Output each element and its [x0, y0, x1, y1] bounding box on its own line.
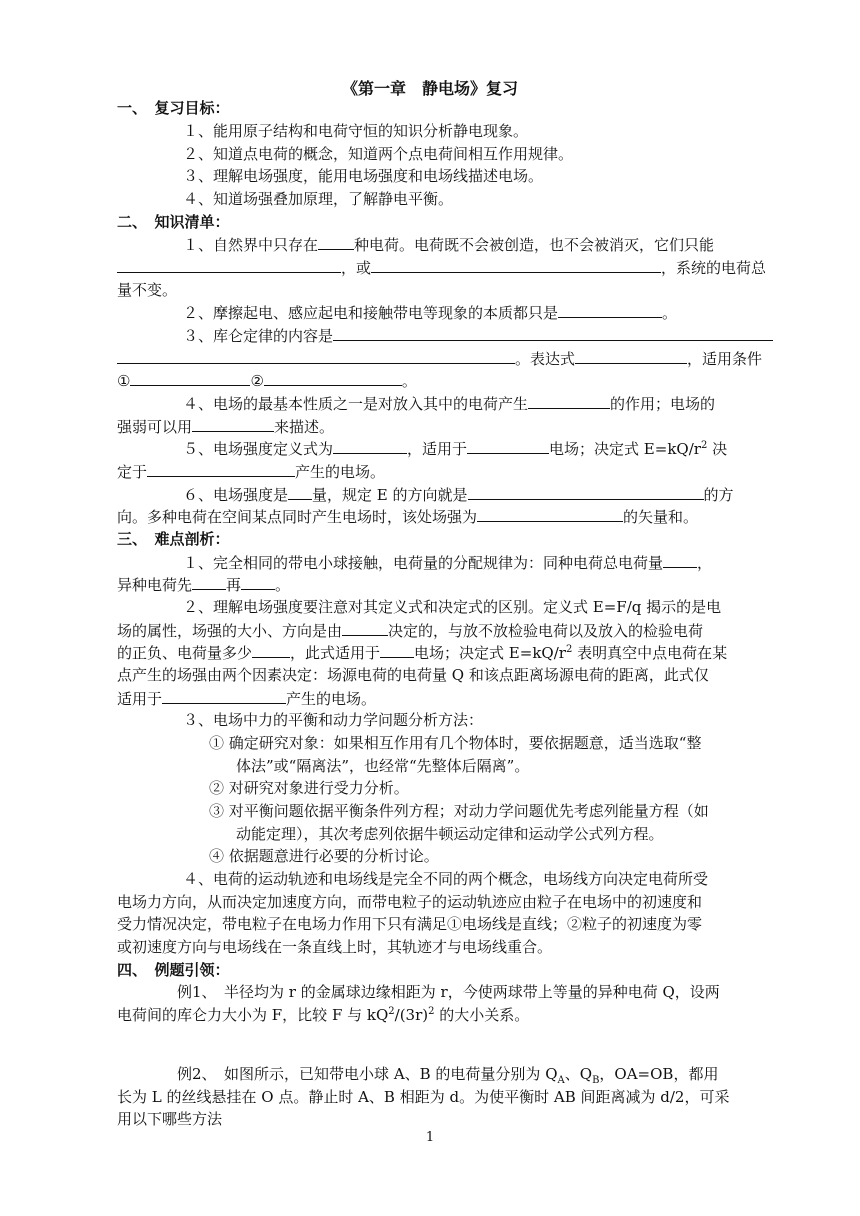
text: 。表达式 [515, 350, 576, 368]
text: 。 [401, 372, 417, 390]
knowledge-item-5-cont [117, 461, 797, 482]
knowledge-item-1-cont [117, 257, 797, 278]
text: 的方 [703, 486, 734, 504]
method-step-3 [209, 801, 797, 821]
section-heading-goals: 一、 复习目标： [117, 99, 230, 117]
text: 场的属性，场强的大小、方向是由 [117, 622, 343, 640]
step-number: ② [209, 779, 225, 797]
fill-blank[interactable] [288, 484, 312, 500]
subscript: B [592, 1075, 600, 1086]
text: ３、库仑定律的内容是 [183, 327, 334, 345]
fill-blank[interactable] [318, 234, 354, 250]
text: 适用于 [117, 690, 163, 708]
fill-blank[interactable] [380, 642, 414, 658]
fill-blank[interactable] [264, 370, 402, 386]
text: 异种电荷先 [117, 576, 193, 594]
text: １、完全相同的带电小球接触，电荷量的分配规律为：同种电荷总电荷量 [183, 554, 664, 572]
fill-blank[interactable] [575, 348, 687, 364]
text: 向。多种电荷在空间某点同时产生电场时，该处场强为 [117, 508, 478, 526]
step-number: ① [209, 734, 225, 752]
superscript: 2 [565, 644, 573, 655]
knowledge-item-6 [117, 484, 797, 505]
text: ，OA=OB，都用 [599, 1065, 719, 1083]
fill-blank[interactable] [333, 325, 773, 341]
knowledge-item-1-end: 量不变。 [117, 281, 178, 299]
fill-blank[interactable] [371, 257, 661, 273]
section-heading-examples: 四、 例题引领： [117, 961, 230, 979]
text: 对平衡问题依据平衡条件列方程；对动力学问题优先考虑列能量方程（如 [228, 802, 709, 820]
text: 的大小关系。 [434, 1006, 530, 1024]
section-heading-knowledge: 二、 知识清单： [117, 213, 230, 231]
difficulty-item-2-l4: 点产生的场强由两个因素决定：场源电荷的电荷量 Q 和该点距离场源电荷的距离，此式仅 [117, 666, 709, 684]
text: ２、摩擦起电、感应起电和接触带电等现象的本质都只是 [183, 304, 559, 322]
fill-blank[interactable] [342, 620, 388, 636]
difficulty-item-4-l2: 电场力方向，从而决定加速度方向，而带电粒子的运动轨迹应由粒子在电场中的初速度和 [117, 893, 703, 911]
difficulty-item-2-l5 [117, 688, 797, 709]
text: 电场；决定式 E=kQ/r [414, 644, 566, 662]
example-2-l3: 用以下哪些方法 [117, 1110, 223, 1128]
text: 强弱可以用 [117, 418, 193, 436]
difficulty-item-2-l2 [117, 620, 797, 641]
method-step-4 [209, 846, 797, 866]
knowledge-item-6-cont [117, 506, 797, 527]
text: ① [117, 372, 131, 390]
text: 对研究对象进行受力分析。 [228, 779, 409, 797]
knowledge-item-3 [117, 325, 797, 346]
example-1: 例1、 半径均为 r 的金属球边缘相距为 r，今使两球带上等量的异种电荷 Q，设两 [177, 983, 720, 1001]
text: 的正负、电荷量多少 [117, 644, 253, 662]
example-2-l2: 长为 L 的丝线悬挂在 O 点。静止时 A、B 相距为 d。为使平衡时 AB 间距离减为 d/2，可采 [117, 1088, 730, 1106]
page-title: 《第一章 静电场》复习 [341, 79, 518, 98]
fill-blank[interactable] [130, 370, 250, 386]
fill-blank[interactable] [252, 642, 290, 658]
text: 电场；决定式 E=kQ/r [549, 440, 701, 458]
fill-blank[interactable] [117, 348, 515, 364]
text: 、Q [564, 1065, 593, 1083]
text: 量，规定 E 的方向就是 [312, 486, 468, 504]
difficulty-item-1-cont [117, 574, 797, 595]
superscript: 2 [388, 1006, 395, 1017]
difficulty-item-2-l3 [117, 642, 797, 663]
text: 确定研究对象：如果相互作用有几个物体时，要依据题意，适当选取“整 [228, 734, 702, 752]
knowledge-item-5 [117, 438, 797, 459]
fill-blank[interactable] [477, 506, 623, 522]
text: ，适用于 [407, 440, 468, 458]
fill-blank[interactable] [468, 484, 704, 500]
goal-item: ３、理解电场强度，能用电场强度和电场线描述电场。 [183, 167, 544, 185]
text: ，系统的电荷总 [661, 259, 767, 277]
superscript: 2 [428, 1006, 435, 1017]
knowledge-item-1 [117, 234, 797, 255]
example-1-cont [117, 1005, 797, 1025]
text: １、自然界中只存在 [183, 236, 319, 254]
text: ，此式适用于 [290, 644, 381, 662]
fill-blank[interactable] [558, 302, 662, 318]
section-heading-difficulties: 三、 难点剖析： [117, 530, 230, 548]
method-step-3-cont: 动能定理），其次考虑列依据牛顿运动定律和运动学公式列方程。 [236, 825, 664, 843]
difficulty-item-4: ４、电荷的运动轨迹和电场线是完全不同的两个概念，电场线方向决定电荷所受 [183, 870, 709, 888]
difficulty-item-4-l3: 受力情况决定，带电粒子在电场力作用下只有满足①电场线是直线；②粒子的初速度为零 [117, 915, 703, 933]
method-step-1-cont: 体法”或“隔离法”，也经常“先整体后隔离”。 [236, 757, 530, 775]
method-step-2 [209, 778, 797, 798]
goal-item: １、能用原子结构和电荷守恒的知识分析静电现象。 [183, 122, 529, 140]
text: /(3r) [394, 1006, 429, 1024]
fill-blank[interactable] [162, 688, 286, 704]
text: 决定的，与放不放检验电荷以及放入的检验电荷 [388, 622, 704, 640]
text: ，或 [341, 259, 372, 277]
text: 例2、 如图所示，已知带电小球 A、B 的电荷量分别为 Q [177, 1065, 558, 1083]
goal-item: ４、知道场强叠加原理，了解静电平衡。 [183, 190, 454, 208]
fill-blank[interactable] [467, 438, 549, 454]
text: 产生的电场。 [295, 463, 386, 481]
text: ② [250, 372, 264, 390]
knowledge-item-4 [117, 393, 797, 414]
step-number: ④ [209, 847, 225, 865]
difficulty-item-4-l4: 或初速度方向与电场线在一条直线上时，其轨迹才与电场线重合。 [117, 938, 553, 956]
knowledge-item-4-cont [117, 416, 797, 437]
text: ， [697, 554, 713, 572]
text: 的矢量和。 [623, 508, 699, 526]
example-2 [117, 1064, 857, 1084]
difficulty-item-2: ２、理解电场强度要注意对其定义式和决定式的区别。定义式 E=F/q 揭示的是电 [183, 598, 722, 616]
text: 电荷间的库仑力大小为 F，比较 F 与 kQ [117, 1006, 389, 1024]
method-step-1 [209, 733, 797, 753]
text: ，适用条件 [687, 350, 763, 368]
superscript: 2 [700, 440, 708, 451]
text: 表明真空中点电荷在某 [572, 644, 728, 662]
step-number: ③ [209, 802, 225, 820]
text: 依据题意进行必要的分析讨论。 [228, 847, 439, 865]
fill-blank[interactable] [241, 574, 275, 590]
fill-blank[interactable] [192, 416, 274, 432]
text: 种电荷。电荷既不会被创造，也不会被消灭，它们只能 [354, 236, 715, 254]
text: ４、电场的最基本性质之一是对放入其中的电荷产生 [183, 395, 529, 413]
fill-blank[interactable] [333, 438, 407, 454]
text: 。 [662, 304, 678, 322]
text: 再 [226, 576, 242, 594]
text: 定于 [117, 463, 148, 481]
fill-blank[interactable] [117, 257, 341, 273]
difficulty-item-3: ３、电场中力的平衡和动力学问题分析方法： [183, 711, 484, 729]
knowledge-item-2 [117, 302, 797, 323]
knowledge-item-3-cont [117, 348, 797, 369]
text: ６、电场强度是 [183, 486, 289, 504]
fill-blank[interactable] [663, 552, 697, 568]
text: ５、电场强度定义式为 [183, 440, 334, 458]
text: 决 [707, 440, 728, 458]
text: 产生的电场。 [286, 690, 377, 708]
difficulty-item-1 [117, 552, 797, 573]
page-number: 1 [425, 1130, 435, 1145]
text: 的作用；电场的 [610, 395, 716, 413]
text: 。 [275, 576, 291, 594]
fill-blank[interactable] [192, 574, 226, 590]
fill-blank[interactable] [147, 461, 295, 477]
subscript: A [557, 1075, 565, 1086]
goal-item: ２、知道点电荷的概念，知道两个点电荷间相互作用规律。 [183, 145, 574, 163]
fill-blank[interactable] [528, 393, 610, 409]
knowledge-item-3-end [117, 370, 797, 391]
text: 来描述。 [274, 418, 335, 436]
